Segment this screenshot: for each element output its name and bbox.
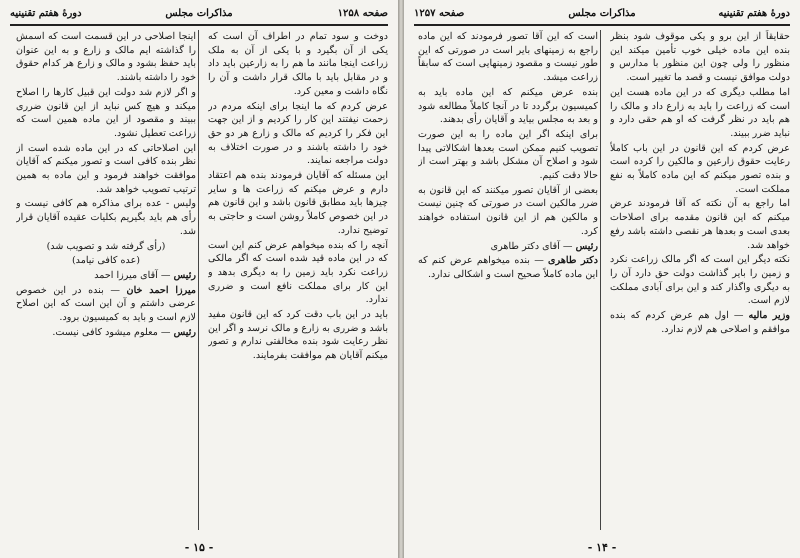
speech-text: بنده در این خصوص عرضی داشتم و آن این است که این اصلاح لازم است و باید به کمیسیون برود. (16, 284, 196, 324)
paragraph: اما راجع به آن نکته که آقا فرمودند عرض میکنم که این قانون مقدمه برای اصلاحات بعدی است و بعدها هر نقصی داشته باشد رفع خواهد شد. (610, 198, 790, 251)
paragraph: نکته دیگر این است که اگر مالک زراعت نکرد و زمین را بایر گذاشت دولت حق دارد آن را به دیگری واگذار کند و این برای آبادی مملکت لازم است. (610, 254, 790, 307)
paragraph: و اگر لازم شد دولت این قبیل کارها را اصلاح میکند و هیچ کس نباید از این قانون ضرری ببیند و مقصود از این ماده همین است که زراعت تعطیل نشود. (16, 86, 196, 139)
speech-text: آقای میرزا احمد (94, 269, 158, 281)
speaker-name: میرزا احمد خان (126, 284, 196, 296)
paragraph: باید در این باب دقت کرد که این قانون مفید باشد و ضرری به زارع و مالک نرسد و اگر این نظر رعایت شود بنده مخالفتی ندارم و تصور میکنم آقایان هم موافقت بفرمایند. (208, 309, 388, 362)
column-divider (600, 30, 601, 530)
paragraph: آنچه را که بنده میخواهم عرض کنم این است که در این ماده قید شده است که اگر مالکی زراعت نکرد باید زمین را به دیگری بدهد و این کار برای مملکت نافع است و ضرری ندارد. (208, 239, 388, 306)
paragraph: اینجا اصلاحی در این قسمت است که اسمش را گذاشته ایم مالک و زارع و به این عنوان باید حفظ بشود و مالک و زارع هر کدام حقوق خود را داشته باشند. (16, 31, 196, 84)
paragraph: ولیس - عده برای مذاکره هم کافی نیست و رأی هم باید بگیریم بکلیات عقیده آقایان قرار شد. (16, 198, 196, 237)
paragraph: دوخت و سود تمام در اطراف آن است که یکی از آن بگیرد و با یکی از آن به ملک زراعت اینجا مانند ما هم را به زارعین باید داد و در مقابل باید با مالک قرار داشت و آن را نگاه داشت و معین کرد. (208, 31, 388, 97)
right-page-header (414, 8, 790, 26)
speaker-name: وزیر مالیه (748, 310, 790, 322)
left-header-page-label: صفحه ۱۲۵۸ (337, 8, 388, 19)
vote-note: (رأی گرفته شد و تصویب شد) (46, 240, 166, 252)
speech-entry: رئیس — معلوم میشود کافی نیست. (52, 326, 196, 338)
left-header-session: دورهٔ هفتم تقنینیه (10, 8, 82, 19)
paragraph: اما مطلب دیگری که در این ماده هست این است که زراعت را باید به زارع داد و مالک را هم باید در نظر گرفت که او هم حقی دارد و نباید ضرر ببیند. (610, 86, 790, 139)
left-header-title: مذاکرات مجلس (165, 8, 233, 19)
right-page-right-column (610, 30, 790, 530)
paragraph: است که این آقا تصور فرمودند که این ماده راجع به زمینهای بایر است در صورتی که این طور نیست و مقصود زمینهایی است که سابقاً زراعت میشد. (418, 31, 598, 84)
speaker-name: رئیس (173, 269, 196, 281)
speech-entry: میرزا احمد خان — بنده در این خصوص عرضی داشتم و آن این است که این اصلاح لازم است و باید به کمیسیون برود. (16, 284, 196, 324)
speech-entry: رئیس — آقای میرزا احمد (94, 269, 196, 281)
paragraph: عرض کردم که ما اینجا برای اینکه مردم در زحمت نیفتند این کار را کردیم و از این جهت این فکر را کردیم که مالک و زارع هر دو حق خود را داشته باشند و در صورت اختلاف به دولت مراجعه نمایند. (208, 100, 388, 167)
right-header-title: مذاکرات مجلس (568, 8, 636, 19)
speaker-name: دکتر طاهری (548, 255, 598, 267)
left-page-left-column (16, 30, 196, 530)
right-header-page-label: صفحه ۱۲۵۷ (414, 8, 465, 19)
paragraph: برای اینکه اگر این ماده را به این صورت تصویب کنیم ممکن است بعدها اشکالاتی پیدا شود و اصلاح آن مشکل باشد و بهتر است از حالا دقت کنیم. (418, 128, 598, 182)
speech-text: آقای دکتر طاهری (490, 240, 560, 252)
column-divider (198, 30, 199, 530)
left-page (0, 0, 398, 558)
speech-entry: وزیر مالیه — اول هم عرض کردم که بنده موافقم و اصلاحی هم لازم ندارد. (610, 310, 790, 335)
right-page-left-column (418, 30, 598, 530)
paragraph: عرض کردم که این قانون در این باب کاملاً رعایت حقوق زارعین و مالکین را کرده است و بنده تصور میکنم که این ماده کاملاً به نفع مملکت است. (610, 142, 790, 195)
speech-entry: رئیس — آقای دکتر طاهری (490, 240, 598, 252)
left-page-right-column (208, 30, 388, 530)
paragraph: بعضی از آقایان تصور میکنند که این قانون به ضرر مالکین است در صورتی که چنین نیست و مالکین هم از این قانون استفاده خواهند کرد. (418, 184, 598, 237)
speaker-name: رئیس (173, 326, 196, 338)
left-page-header (10, 8, 388, 26)
right-page-number: - ۱۴ - (587, 541, 617, 554)
speech-text: اول هم عرض کردم که بنده موافقم و اصلاحی هم لازم ندارد. (610, 310, 790, 335)
speech-entry: دکتر طاهری — بنده میخواهم عرض کنم که این ماده کاملاً صحیح است و اشکالی ندارد. (418, 255, 598, 280)
paragraph: این مسئله که آقایان فرمودند بنده هم اعتقاد دارم و عرض میکنم که زراعت ها و سایر چیزها باید مطابق قانون باشد و این قانون هم در این خصوص کاملاً روشن است و حاجتی به توضیح ندارد. (208, 170, 388, 236)
paragraph: این اصلاحاتی که در این ماده شده است از نظر بنده کافی است و تصور میکنم که آقایان موافقت خواهند فرمود و این ماده به همین ترتیب تصویب خواهد شد. (16, 142, 196, 195)
speaker-name: رئیس (575, 240, 598, 252)
speech-text: بنده میخواهم عرض کنم که این ماده کاملاً صحیح است و اشکالی ندارد. (418, 255, 598, 280)
speech-text: معلوم میشود کافی نیست. (52, 326, 158, 338)
quorum-heading: (عده کافی نیامد) (71, 255, 141, 267)
paragraph: حقایقاً از این برو و یکی موقوف شود بنظر بنده این ماده خیلی خوب تأمین میکند این منظور را ولی چون این منظور با مدارس و دولت موافق نیست و قصد ما تغییر است. (610, 31, 790, 84)
right-page (404, 0, 800, 558)
left-page-number: - ۱۵ - (184, 541, 214, 554)
right-header-session: دورهٔ هفتم تقنینیه (718, 8, 790, 19)
paragraph: بنده عرض میکنم که این ماده باید به کمیسیون برگردد تا در آنجا کاملاً مطالعه شود و بعد به مجلس بیاید و آقایان رأی بدهند. (418, 86, 598, 126)
